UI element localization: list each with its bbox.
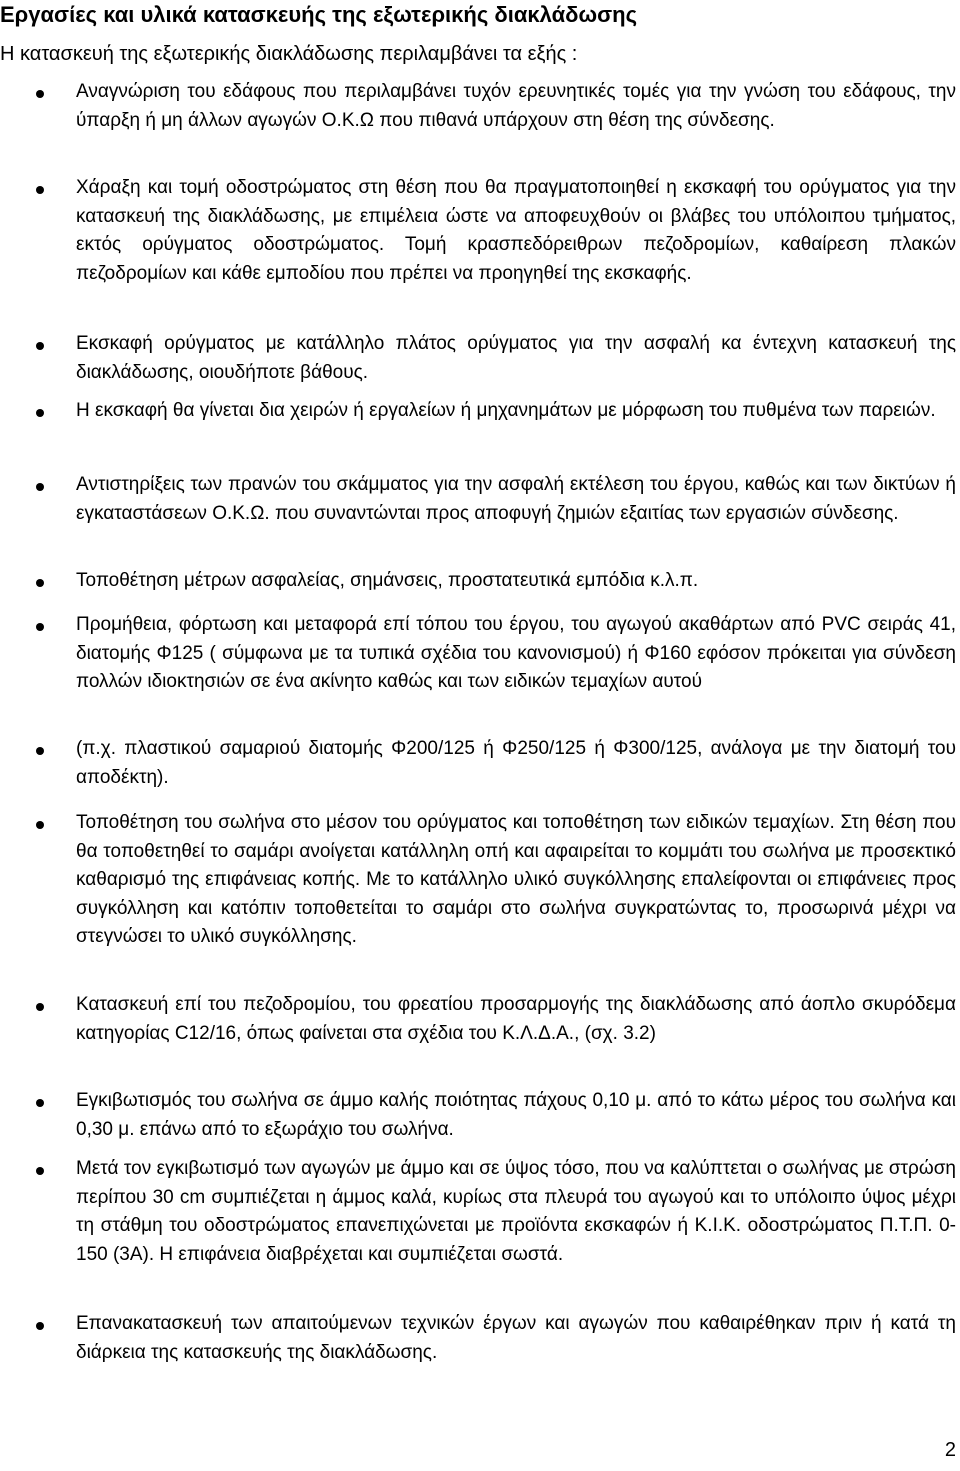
list-item-text: Κατασκευή επί του πεζοδρομίου, του φρεατίου προσαρμογής της διακλάδωσης από άοπλο σκυρόδεμα κατηγορίας C12/16, όπως φαίνεται στα σχέδια του Κ.Λ.Δ.Α., (σχ. 3.2) bbox=[76, 994, 956, 1044]
list-item-text: Τοποθέτηση του σωλήνα στο μέσον του ορύγματος και τοποθέτηση των ειδικών τεμαχίων. Στη θέση που θα τοποθετηθεί το σαμάρι ανοίγεται κατάλληλη οπή και αφαιρείται το κομμάτι του σωλήνα με προσεκτικό καθαρισμό της επιφάνειας κοπής. Με το κατάλληλο υλικό συγκόλλησης επαλείφονται οι επιφάνειες προς συγκόλληση και κατόπιν τοποθετείται το σαμάρι στο σωλήνα συγκρατώντας το, προσωρινά μέχρι να στεγνώσει το υλικό συγκόλλησης. bbox=[76, 812, 956, 948]
list-item-text: Χάραξη και τομή οδοστρώματος στη θέση που θα πραγματοποιηθεί η εκσκαφή του ορύγματος για την κατασκευή της διακλάδωσης, με επιμέλεια ώστε να αποφευχθούν οι βλάβες του υπόλοιπου τμήματος, εκτός ορύγματος οδοστρώματος. Τομή κρασπεδόρειθρων πεζοδρομίων, καθαίρεση πλακών πεζοδρομίων και κάθε εμποδίου που πρέπει να προηγηθεί της εκσκαφής. bbox=[76, 177, 956, 284]
list-item-text: Εγκιβωτισμός του σωλήνα σε άμμο καλής ποιότητας πάχους 0,10 μ. από το κάτω μέρος του σωλήνα και 0,30 μ. επάνω από το εξωράχιο του σωλήνα. bbox=[76, 1090, 956, 1140]
list-item bbox=[0, 1087, 960, 1144]
list-item bbox=[0, 567, 960, 596]
bullet-icon bbox=[36, 1003, 44, 1011]
bullet-icon bbox=[36, 90, 44, 98]
list-item-text: Μετά τον εγκιβωτισμό των αγωγών με άμμο και σε ύψος τόσο, που να καλύπτεται ο σωλήνας με στρώση περίπου 30 cm συμπιέζεται η άμμος καλά, κυρίως στα πλευρά του αγωγού και το υπόλοιπο ύψος μέχρι τη στάθμη του οδοστρώματος επανεπιχώνεται με προϊόντα εκσκαφών ή Κ.Ι.Κ. οδοστρώματος Π.Τ.Π. 0-150 (3Α). Η επιφάνεια διαβρέχεται και συμπιέζεται σωστά. bbox=[76, 1158, 956, 1265]
list-item bbox=[0, 991, 960, 1048]
list-item-text: Η εκσκαφή θα γίνεται δια χειρών ή εργαλείων ή μηχανημάτων με μόρφωση του πυθμένα των παρειών. bbox=[76, 400, 936, 421]
list-item-text: Επανακατασκευή των απαιτούμενων τεχνικών έργων και αγωγών που καθαιρέθηκαν πριν ή κατά τη διάρκεια της κατασκευής της διακλάδωσης. bbox=[76, 1313, 956, 1363]
list-item bbox=[0, 735, 960, 792]
list-item bbox=[0, 1155, 960, 1269]
list-item-text: Τοποθέτηση μέτρων ασφαλείας, σημάνσεις, προστατευτικά εμπόδια κ.λ.π. bbox=[76, 570, 699, 591]
bullet-icon bbox=[36, 1099, 44, 1107]
bullet-icon bbox=[36, 579, 44, 587]
list-item-text: (π.χ. πλαστικού σαμαριού διατομής Φ200/125 ή Φ250/125 ή Φ300/125, ανάλογα με την διατομή του αποδέκτη). bbox=[76, 738, 956, 788]
bullet-icon bbox=[36, 1322, 44, 1330]
bullet-icon bbox=[36, 821, 44, 829]
intro-paragraph: Η κατασκευή της εξωτερικής διακλάδωσης περιλαμβάνει τα εξής : bbox=[0, 43, 578, 65]
bullet-icon bbox=[36, 483, 44, 491]
list-item bbox=[0, 809, 960, 952]
list-item bbox=[0, 397, 960, 426]
list-item bbox=[0, 611, 960, 697]
list-item bbox=[0, 1310, 960, 1367]
page-number: 2 bbox=[944, 1439, 956, 1461]
list-item-text: Εκσκαφή ορύγματος με κατάλληλο πλάτος ορύγματος για την ασφαλή κα έντεχνη κατασκευή της διακλάδωσης, οιουδήποτε βάθους. bbox=[76, 333, 956, 383]
bullet-icon bbox=[36, 1167, 44, 1175]
bullet-icon bbox=[36, 342, 44, 350]
bullet-icon bbox=[36, 747, 44, 755]
bullet-icon bbox=[36, 186, 44, 194]
bullet-icon bbox=[36, 623, 44, 631]
bullet-icon bbox=[36, 409, 44, 417]
list-item-text: Αναγνώριση του εδάφους που περιλαμβάνει τυχόν ερευνητικές τομές για την γνώση του εδάφους, την ύπαρξη ή μη άλλων αγωγών Ο.Κ.Ω που πιθανά υπάρχουν στη θέση της σύνδεσης. bbox=[76, 81, 956, 131]
list-item bbox=[0, 330, 960, 387]
list-item bbox=[0, 174, 960, 288]
list-item bbox=[0, 78, 960, 135]
section-title: Εργασίες και υλικά κατασκευής της εξωτερικής διακλάδωσης bbox=[0, 2, 638, 27]
list-item-text: Αντιστηρίξεις των πρανών του σκάμματος για την ασφαλή εκτέλεση του έργου, καθώς και των δικτύων ή εγκαταστάσεων Ο.Κ.Ω. που συναντώνται προς αποφυγή ζημιών εξαιτίας των εργασιών σύνδεσης. bbox=[76, 474, 956, 524]
list-item bbox=[0, 471, 960, 528]
list-item-text: Προμήθεια, φόρτωση και μεταφορά επί τόπου του έργου, του αγωγού ακαθάρτων από PVC σειράς 41, διατομής Φ125 ( σύμφωνα με τα τυπικά σχέδια του κανονισμού) ή Φ160 εφόσον πρόκειται για σύνδεση πολλών ιδιοκτησιών σε ένα ακίνητο καθώς και των ειδικών τεμαχίων αυτού bbox=[76, 614, 956, 693]
